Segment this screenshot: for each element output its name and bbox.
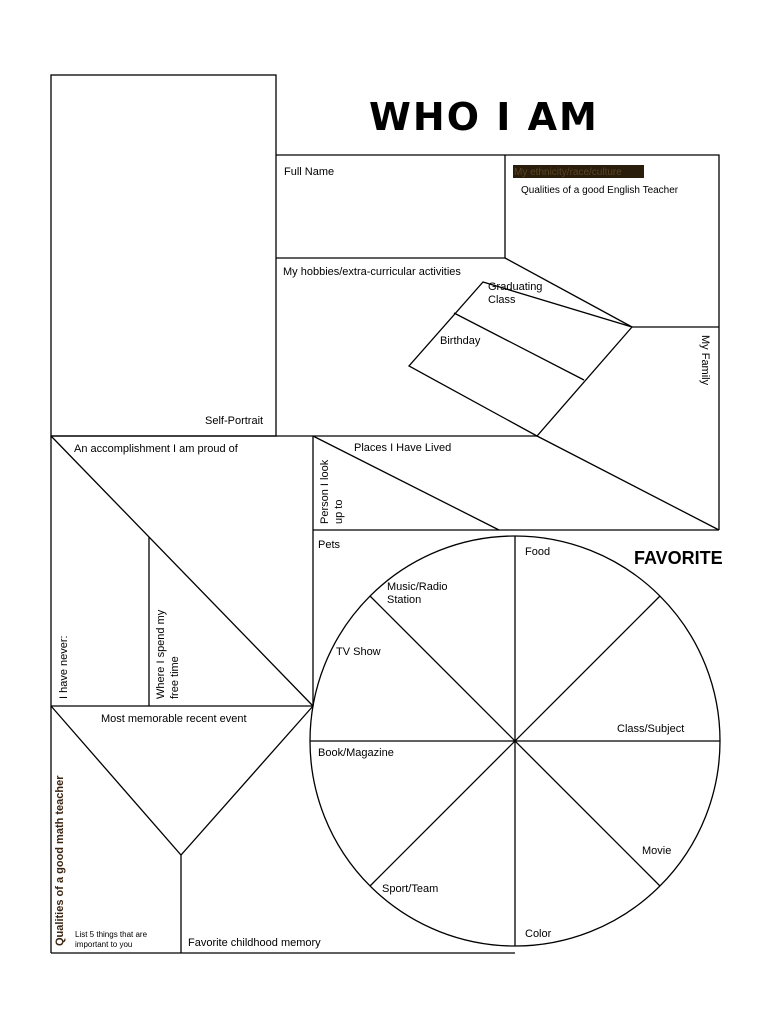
worksheet-grid-lines	[51, 75, 720, 953]
my-family-label: My Family	[699, 335, 711, 386]
favorite-food-label: Food	[525, 546, 551, 558]
person-look-up-line1: Person I look	[319, 459, 331, 524]
vertical-highlight-label: Qualities of a good math teacher	[54, 775, 66, 946]
places-lived-label: Places I Have Lived	[354, 442, 452, 454]
list-five-line2: important to you	[75, 940, 133, 949]
hobbies-label: My hobbies/extra-curricular activities	[283, 266, 461, 278]
favorite-sport-team-label: Sport/Team	[382, 883, 439, 895]
top-right-frame	[276, 155, 719, 530]
pets-label: Pets	[318, 539, 341, 551]
places-diagonal	[537, 436, 719, 530]
graduating-birthday-shape	[409, 282, 632, 436]
list-five-line1: List 5 things that are	[75, 930, 148, 939]
ethnicity-label: My ethnicity/race/culture	[514, 167, 622, 178]
accomplishment-diagonal	[51, 436, 313, 706]
favorite-heading: FAVORITE	[634, 548, 723, 568]
favorite-class-subject-label: Class/Subject	[617, 723, 685, 735]
self-portrait-label: Self-Portrait	[205, 415, 264, 427]
favorite-tv-show-label: TV Show	[336, 646, 381, 658]
favorite-color-label: Color	[525, 928, 552, 940]
self-portrait-box	[51, 75, 276, 436]
free-time-line1: Where I spend my	[155, 609, 167, 699]
favorite-music-line1: Music/Radio	[387, 581, 448, 593]
birthday-label: Birthday	[440, 335, 481, 347]
favorite-book-magazine-label: Book/Magazine	[318, 747, 394, 759]
person-look-up-line2: up to	[333, 499, 345, 524]
memorable-event-v	[51, 706, 313, 855]
graduating-label-line1: Graduating	[488, 281, 543, 293]
memorable-event-label: Most memorable recent event	[101, 713, 247, 725]
favorite-music-line2: Station	[387, 594, 422, 606]
graduating-label-line2: Class	[488, 294, 516, 306]
accomplishment-label: An accomplishment I am proud of	[74, 443, 238, 455]
i-have-never-label: I have never:	[58, 635, 70, 699]
favorite-movie-label: Movie	[642, 845, 672, 857]
free-time-line2: free time	[169, 656, 181, 699]
childhood-memory-label: Favorite childhood memory	[188, 937, 321, 949]
page-title: WHO I AM	[369, 95, 599, 139]
teacher-qualities-label: Qualities of a good English Teacher	[521, 185, 679, 196]
full-name-label: Full Name	[284, 166, 335, 178]
